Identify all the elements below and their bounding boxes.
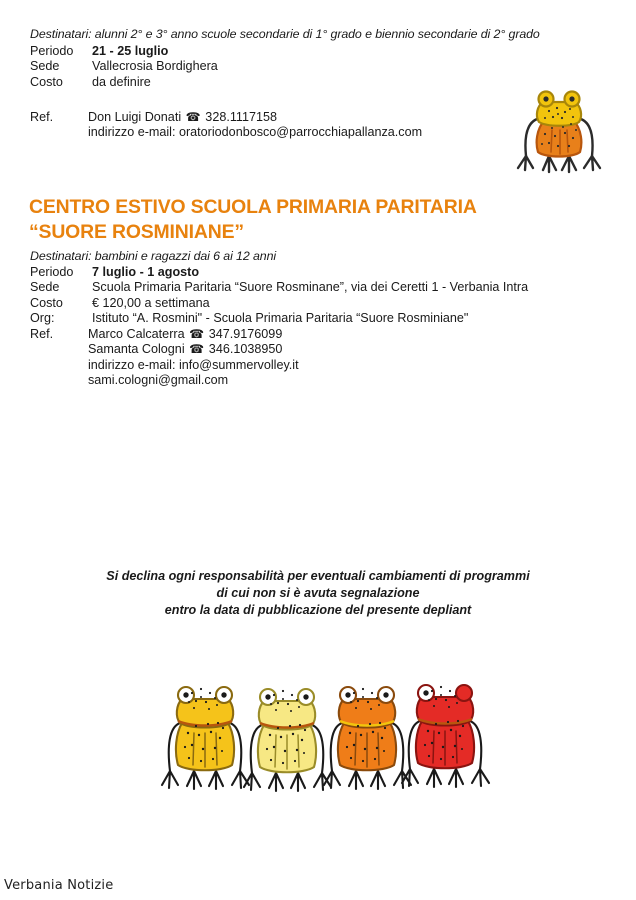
ref-label: Ref. [30, 110, 54, 124]
ref-line [88, 327, 299, 342]
row-label: Periodo [30, 265, 74, 279]
ref-text-before: Samanta Cologni [88, 342, 189, 357]
ref-text-before: Marco Calcaterra [88, 327, 189, 341]
ref-line [88, 373, 299, 388]
row-value: da definire [92, 74, 151, 89]
ref-email: indirizzo e-mail: info@summervolley.it [88, 357, 299, 372]
row-label: Sede [30, 59, 60, 74]
frog-illustration-solo [505, 78, 615, 178]
disclaimer-line-1: Si declina ogni responsabilità per eventuali cambiamenti di programmi [106, 569, 530, 583]
frog-red [402, 685, 489, 787]
phone-icon: ☎ [185, 110, 201, 124]
disclaimer-line-2: di cui non si è avuta segnalazione [216, 586, 420, 600]
row-value: € 120,00 a settimana [92, 295, 210, 310]
table-row [30, 280, 528, 295]
page-subtitle: “SUORE ROSMINIANE” [29, 221, 244, 243]
row-label: Sede [30, 280, 60, 295]
row-label: Periodo [30, 44, 74, 58]
table-row [30, 75, 218, 90]
ref-line [88, 342, 299, 357]
table-row [30, 265, 528, 280]
row-label: Costo [30, 74, 63, 89]
table-row [30, 296, 528, 311]
frog-golden [162, 687, 249, 789]
page-title: CENTRO ESTIVO SCUOLA PRIMARIA PARITARIA [29, 196, 477, 218]
ref-line [88, 125, 422, 140]
ref-line [88, 358, 299, 373]
info-table-main [30, 265, 528, 327]
destinatari-main: Destinatari: bambini e ragazzi dai 6 ai 12 anni [30, 249, 277, 263]
row-value: 21 - 25 luglio [92, 44, 169, 58]
frog-illustration-row [150, 663, 490, 798]
disclaimer-line-3: entro la data di pubblicazione del presente depliant [164, 603, 472, 617]
ref-text-before: Don Luigi Donati [88, 110, 185, 124]
footer-source: Verbania Notizie [4, 878, 114, 893]
ref-block-top [30, 110, 422, 141]
ref-text-after: 328.1117158 [201, 110, 277, 124]
destinatari-top: Destinatari: alunni 2° e 3° anno scuole secondarie di 1° grado e biennio secondarie di 2° grado [30, 27, 540, 41]
ref-block-main [30, 327, 299, 389]
phone-icon: ☎ [189, 327, 205, 341]
table-row [30, 59, 218, 74]
disclaimer [0, 568, 636, 619]
row-value: Scuola Primaria Paritaria “Suore Rosminane”, via dei Ceretti 1 - Verbania Intra [92, 280, 529, 295]
frog-pale-yellow [244, 689, 331, 791]
phone-icon: ☎ [189, 342, 205, 357]
ref-line [88, 110, 422, 125]
ref-text-after: 347.9176099 [205, 327, 283, 341]
row-value: Vallecrosia Bordighera [92, 59, 218, 74]
row-label: Costo [30, 295, 63, 310]
row-value: 7 luglio - 1 agosto [92, 265, 200, 279]
table-row [30, 44, 218, 59]
info-table-top [30, 44, 218, 90]
ref-email: sami.cologni@gmail.com [88, 373, 229, 388]
table-row [30, 311, 528, 326]
ref-label: Ref. [30, 327, 54, 341]
row-value: Istituto “A. Rosmini" - Scuola Primaria Paritaria “Suore Rosminiane" [92, 311, 469, 326]
ref-text-after: 346.1038950 [205, 342, 283, 357]
row-label: Org: [30, 311, 55, 326]
frog-orange [324, 687, 411, 789]
ref-email: indirizzo e-mail: oratoriodonbosco@parrocchiapallanza.com [88, 125, 423, 140]
